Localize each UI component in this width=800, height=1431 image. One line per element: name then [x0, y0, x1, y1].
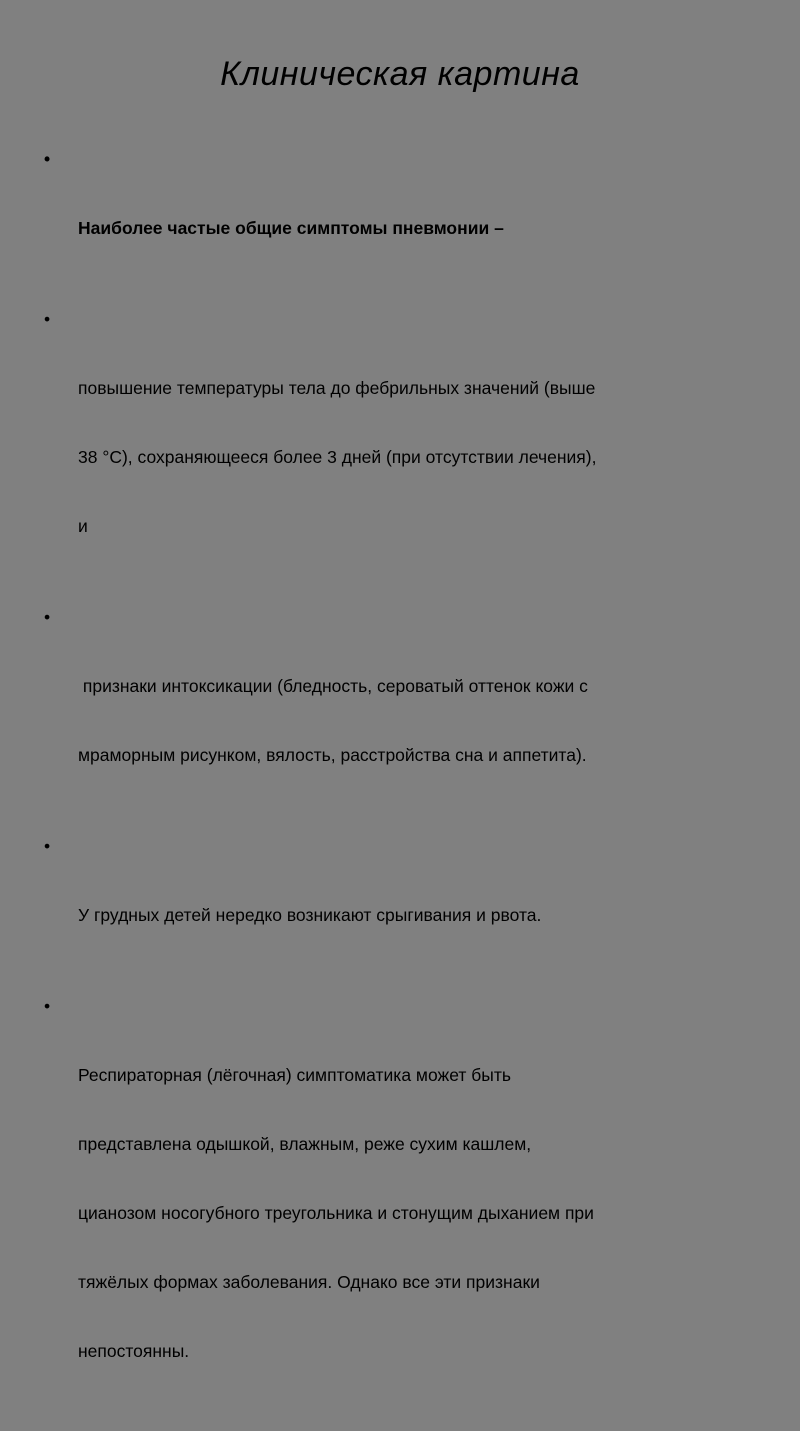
- item-line: представлена одышкой, влажным, реже сухим кашлем,: [78, 1134, 532, 1154]
- list-item: [44, 148, 758, 286]
- item-line: Респираторная (лёгочная) симптоматика может быть: [78, 1065, 511, 1085]
- item-line: признаки интоксикации (бледность, сероватый оттенок кожи с: [78, 676, 588, 696]
- item-line: повышение температуры тела до фебрильных значений (выше: [78, 378, 596, 398]
- bullet-icon: •: [44, 836, 51, 856]
- list-item: [44, 995, 758, 1409]
- bullet-icon: •: [44, 149, 51, 169]
- item-line: У грудных детей нередко возникают срыгивания и рвота.: [78, 905, 542, 925]
- list-item: [44, 835, 758, 973]
- bullet-icon: •: [44, 309, 51, 329]
- item-line: мраморным рисунком, вялость, расстройства сна и аппетита).: [78, 745, 587, 765]
- item-line: тяжёлых формах заболевания. Однако все эти признаки: [78, 1272, 540, 1292]
- bullet-icon: •: [44, 607, 51, 627]
- list-item: [44, 606, 758, 813]
- item-line: 38 °С), сохраняющееся более 3 дней (при отсутствии лечения),: [78, 447, 597, 467]
- bullet-list: [44, 148, 758, 1431]
- item-line: цианозом носогубного треугольника и стонущим дыханием при: [78, 1203, 594, 1223]
- item-line: непостоянны.: [78, 1341, 190, 1361]
- list-item: [44, 308, 758, 584]
- item-line: Наиболее частые общие симптомы пневмонии –: [78, 218, 504, 238]
- slide-title: Клиническая картина: [220, 55, 580, 93]
- item-line: и: [78, 516, 88, 536]
- bullet-icon: •: [44, 996, 51, 1016]
